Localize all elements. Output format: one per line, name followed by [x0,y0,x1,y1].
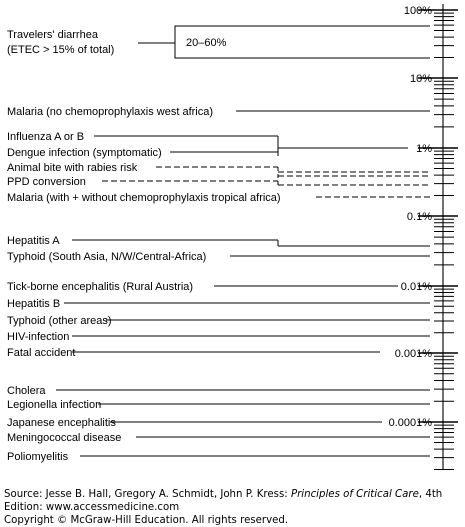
risk-label: Malaria (with + without chemoprophylaxis tropical africa) [7,192,281,204]
percent-label: 1% [416,143,432,155]
risk-label: Typhoid (South Asia, N/W/Central-Africa) [7,251,207,263]
risk-label: Malaria (no chemoprophylaxis west africa) [7,106,214,118]
risk-label: PPD conversion [7,176,86,188]
risk-label: Animal bite with rabies risk [7,162,138,174]
risk-label: Hepatitis A [7,235,60,247]
percent-label: 0.01% [400,281,432,293]
risk-label: Dengue infection (symptomatic) [7,147,162,159]
risk-label: Fatal accident [7,347,76,359]
risk-label: Influenza A or B [7,131,85,143]
log-scale-axis [389,4,458,470]
source-prefix: Source: Jesse B. Hall, Gregory A. Schmidt, John P. Kress: [4,489,291,500]
risk-label: Hepatitis B [7,298,61,310]
percent-label: 0.1% [406,211,432,223]
risk-label: Japanese encephalitis [7,417,116,429]
source-line [4,488,459,514]
risk-label: Legionella infection [7,399,102,411]
travelers-diarrhea-label: Travelers' diarrhea [7,29,98,41]
percent-label: 0.001% [394,348,432,360]
risk-labels [7,29,281,463]
risk-label: Cholera [7,385,46,397]
source-citation [4,488,459,527]
percent-label: 10% [409,73,432,85]
risk-connector-lines [56,26,430,456]
risk-label: HIV-infection [7,331,70,343]
percent-label: 0.0001% [388,417,432,429]
risk-label: Poliomyelitis [7,451,69,463]
source-book-title: Principles of Critical Care [290,489,419,500]
source-suffix: , 4th Edition: www.accessmedicine.com [4,489,443,513]
travelers-diarrhea-sublabel: (ETEC > 15% of total) [7,44,115,56]
copyright-line: Copyright © McGraw-Hill Education. All rights reserved. [4,515,289,526]
percent-label: 100% [403,5,432,17]
travelers-range-label: 20–60% [186,37,227,49]
risk-label: Typhoid (other areas) [7,315,112,327]
risk-label: Tick-borne encephalitis (Rural Austria) [7,281,194,293]
risk-label: Meningococcal disease [7,432,122,444]
